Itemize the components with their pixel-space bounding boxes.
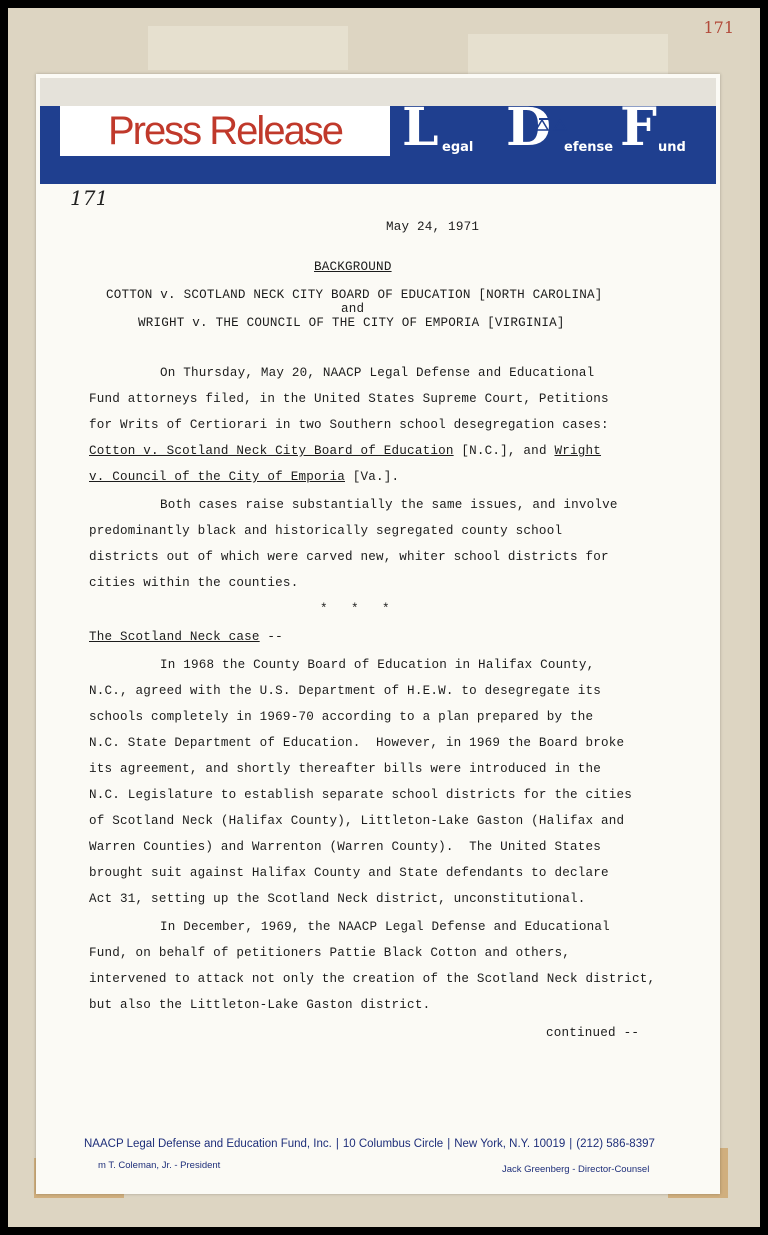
paragraph-line: N.C., agreed with the U.S. Department of H.E.W. to desegregate its (89, 684, 601, 698)
paragraph-line: intervened to attack not only the creation of the Scotland Neck district, (89, 972, 656, 986)
paragraph-line: v. Council of the City of Emporia [Va.]. (89, 470, 400, 484)
paragraph-line: Cotton v. Scotland Neck City Board of Education [N.C.], and Wright (89, 444, 602, 458)
handwritten-number: 171 (70, 186, 109, 210)
letterhead-top-stripe (40, 78, 716, 106)
section-heading: The Scotland Neck case -- (89, 630, 283, 644)
tape-strip (468, 34, 668, 74)
release-date: May 24, 1971 (386, 220, 480, 234)
continued-note: continued -- (546, 1026, 640, 1040)
case-name-wright: Wright (554, 444, 602, 458)
paragraph-line: but also the Littleton-Lake Gaston district. (89, 998, 431, 1012)
paragraph-line: cities within the counties. (89, 576, 299, 590)
paragraph-line: of Scotland Neck (Halifax County), Littleton-Lake Gaston (Halifax and (89, 814, 625, 828)
ldf-letter-d: D (506, 97, 552, 158)
footer-president: m T. Coleman, Jr. - President (98, 1160, 221, 1171)
paragraph-line: In 1968 the County Board of Education in Halifax County, (160, 658, 595, 672)
paragraph-line: for Writs of Certiorari in two Southern school desegregation cases: (89, 418, 609, 432)
footer-phone: (212) 586-8397 (576, 1138, 655, 1150)
case-title-2: WRIGHT v. THE COUNCIL OF THE CITY OF EMPORIA [VIRGINIA] (138, 316, 565, 330)
case-name-cotton: Cotton v. Scotland Neck City Board of Education (89, 444, 454, 458)
paragraph-line: brought suit against Halifax County and State defendants to declare (89, 866, 609, 880)
paragraph-line: predominantly black and historically segregated county school (89, 524, 563, 538)
footer-address-line: NAACP Legal Defense and Education Fund, Inc. | 10 Columbus Circle | New York, N.Y. 10019 | (212) 586-8397 (84, 1138, 655, 1150)
ldf-word-fund: und (658, 140, 686, 155)
background-heading: BACKGROUND (314, 260, 392, 274)
paragraph-line: districts out of which were carved new, whiter school districts for (89, 550, 609, 564)
paragraph-line: Fund attorneys filed, in the United States Supreme Court, Petitions (89, 392, 609, 406)
letterhead-footer (36, 1134, 720, 1194)
paragraph-line: Act 31, setting up the Scotland Neck district, unconstitutional. (89, 892, 586, 906)
footer-org: NAACP Legal Defense and Education Fund, Inc. (84, 1138, 332, 1150)
case-name-emporia: v. Council of the City of Emporia (89, 470, 345, 484)
footer-address1: 10 Columbus Circle (342, 1138, 444, 1150)
ldf-word-legal: egal (442, 140, 474, 155)
letterhead-band (40, 78, 716, 184)
case-title-and: and (341, 302, 365, 316)
press-release-sheet (36, 74, 720, 1194)
paragraph-line: schools completely in 1969-70 according to a plan prepared by the (89, 710, 594, 724)
backing-board (8, 8, 760, 1227)
scales-of-justice-icon (534, 110, 568, 144)
ldf-letter-l: L (402, 97, 439, 158)
case-title-1: COTTON v. SCOTLAND NECK CITY BOARD OF EDUCATION [NORTH CAROLINA] (106, 288, 603, 302)
press-release-text: Press Release (107, 109, 343, 153)
section-divider: * * * (320, 602, 390, 616)
paragraph-line: Fund, on behalf of petitioners Pattie Black Cotton and others, (89, 946, 570, 960)
footer-address2: New York, N.Y. 10019 (454, 1138, 566, 1150)
press-release-logo (60, 106, 390, 156)
tape-strip (148, 26, 348, 70)
paragraph-line: In December, 1969, the NAACP Legal Defense and Educational (160, 920, 610, 934)
paragraph-line: its agreement, and shortly thereafter bills were introduced in the (89, 762, 601, 776)
ldf-word-defense: efense (564, 140, 614, 155)
ldf-logo (402, 97, 716, 158)
paragraph-line: Warren Counties) and Warrenton (Warren County). The United States (89, 840, 601, 854)
ldf-letter-f: F (620, 97, 657, 158)
backing-handwritten-number: 171 (703, 18, 734, 37)
footer-director: Jack Greenberg - Director-Counsel (502, 1164, 650, 1175)
paragraph-line: On Thursday, May 20, NAACP Legal Defense and Educational (160, 366, 595, 380)
paragraph-line: Both cases raise substantially the same issues, and involve (160, 498, 618, 512)
paragraph-line: N.C. State Department of Education. However, in 1969 the Board broke (89, 736, 625, 750)
paragraph-line: N.C. Legislature to establish separate school districts for the cities (89, 788, 633, 802)
